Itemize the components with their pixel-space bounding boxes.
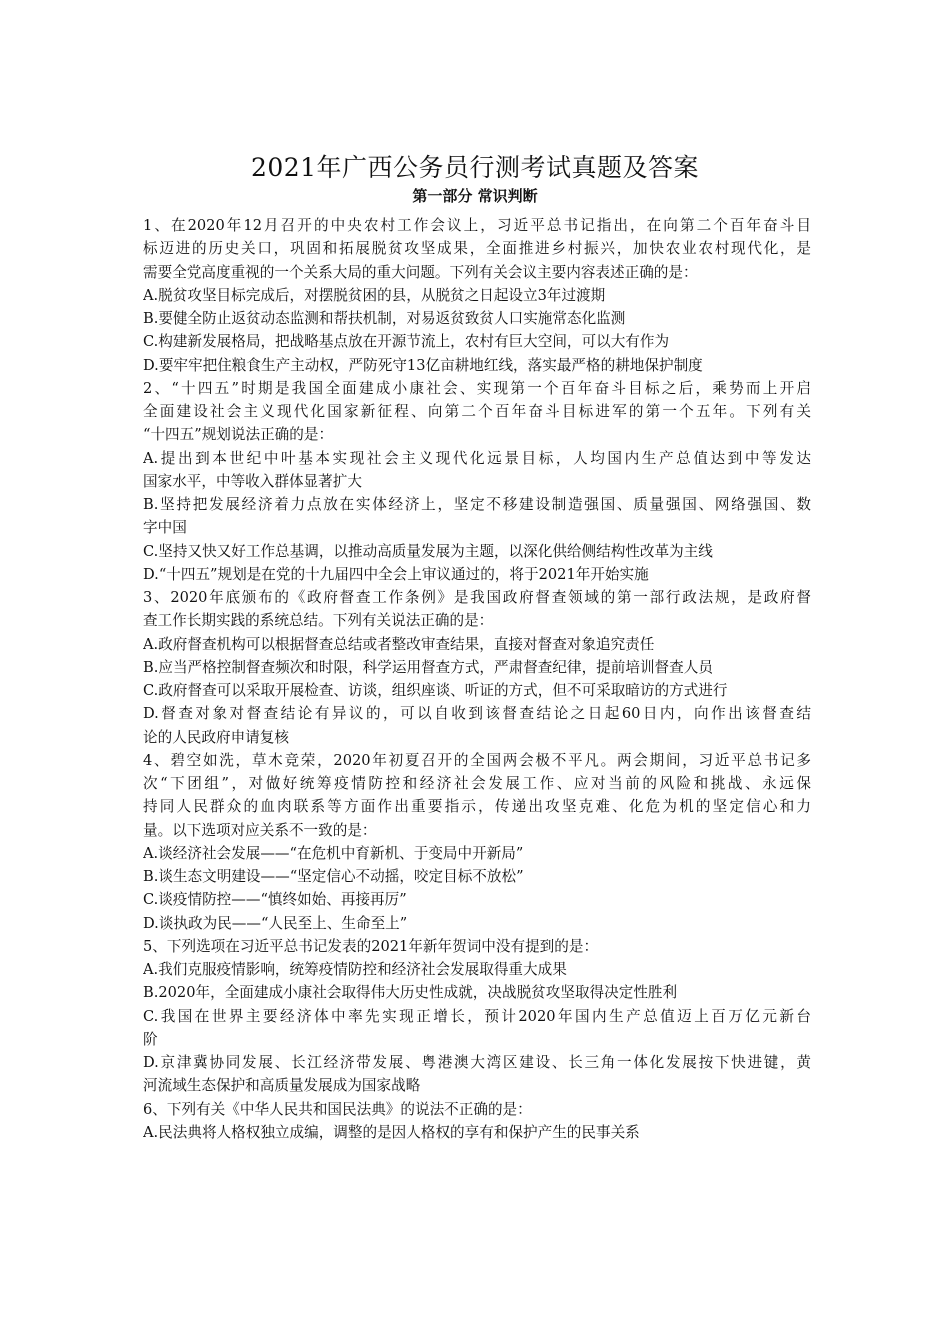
text-line: 河流域生态保护和高质量发展成为国家战略 bbox=[143, 1077, 421, 1095]
text-line: A.谈经济社会发展——“在危机中育新机、于变局中开新局” bbox=[143, 844, 524, 862]
document-body bbox=[143, 214, 811, 1144]
text-line: 论的人民政府申请复核 bbox=[143, 728, 289, 746]
text-line: C.政府督查可以采取开展检查、访谈，组织座谈、听证的方式，但不可采取暗访的方式进行 bbox=[143, 682, 728, 699]
text-line: C.我国在世界主要经济体中率先实现正增长，预计2020年国内生产总值迈上百万亿元新台 bbox=[143, 1007, 811, 1025]
text-line: A.我们克服疫情影响，统筹疫情防控和经济社会发展取得重大成果 bbox=[143, 961, 567, 978]
text-line: C.构建新发展格局，把战略基点放在开源节流上，农村有巨大空间，可以大有作为 bbox=[143, 333, 670, 351]
text-line: D.要牢牢把住粮食生产主动权，严防死守13亿亩耕地红线，落实最严格的耕地保护制度 bbox=[143, 356, 703, 374]
text-line: B.坚持把发展经济着力点放在实体经济上，坚定不移建设制造强国、质量强国、网络强国、数 bbox=[143, 496, 811, 513]
text-line: 需要全党高度重视的一个关系大局的重大问题。下列有关会议主要内容表述正确的是： bbox=[143, 263, 698, 281]
text-line: A.提出到本世纪中叶基本实现社会主义现代化远景目标，人均国内生产总值达到中等发达 bbox=[143, 449, 811, 467]
text-line: 字中国 bbox=[143, 519, 187, 537]
text-line: 查工作长期实践的系统总结。下列有关说法正确的是： bbox=[143, 612, 494, 630]
text-line: 次“下团组”，对做好统筹疫情防控和经济社会发展工作、应对当前的风险和挑战、永远保 bbox=[143, 775, 811, 792]
text-line: 6、下列有关《中华人民共和国民法典》的说法不正确的是： bbox=[143, 1100, 532, 1118]
text-line: A.脱贫攻坚目标完成后，对摆脱贫困的县，从脱贫之日起设立3年过渡期 bbox=[143, 286, 606, 304]
text-line: D.“十四五”规划是在党的十九届四中全会上审议通过的，将于2021年开始实施 bbox=[143, 565, 649, 583]
text-line: B.2020年，全面建成小康社会取得伟大历史性成就，决战脱贫攻坚取得决定性胜利 bbox=[143, 984, 678, 1002]
text-line: 2、“十四五”时期是我国全面建成小康社会、实现第一个百年奋斗目标之后，乘势而上开启 bbox=[143, 379, 811, 397]
text-line: A.政府督查机构可以根据督查总结或者整改审查结果，直接对督查对象追究责任 bbox=[143, 635, 655, 653]
text-line: 5、下列选项在习近平总书记发表的2021年新年贺词中没有提到的是： bbox=[143, 937, 599, 955]
text-line: A.民法典将人格权独立成编，调整的是因人格权的享有和保护产生的民事关系 bbox=[143, 1123, 640, 1141]
text-line: D.督查对象对督查结论有异议的，可以自收到该督查结论之日起60日内，向作出该督查结 bbox=[143, 705, 811, 723]
text-line: “十四五”规划说法正确的是： bbox=[143, 426, 334, 444]
text-line: C.谈疫情防控——“慎终如始、再接再厉” bbox=[143, 891, 407, 909]
text-line: 1、在2020年12月召开的中央农村工作会议上，习近平总书记指出，在向第二个百年奋斗目 bbox=[143, 217, 811, 234]
text-line: D.京津冀协同发展、长江经济带发展、粤港澳大湾区建设、长三角一体化发展按下快进键，黄 bbox=[143, 1054, 811, 1071]
text-line: 全面建设社会主义现代化国家新征程、向第二个百年奋斗目标进军的第一个五年。下列有关 bbox=[143, 403, 811, 420]
text-line: C.坚持又快又好工作总基调，以推动高质量发展为主题，以深化供给侧结构性改革为主线 bbox=[143, 542, 713, 560]
text-line: B.应当严格控制督查频次和时限，科学运用督查方式，严肃督查纪律，提前培训督查人员 bbox=[143, 658, 713, 676]
text-line: D.谈执政为民——“人民至上、生命至上” bbox=[143, 914, 408, 932]
text-line: 量。以下选项对应关系不一致的是： bbox=[143, 821, 377, 839]
text-line: B.谈生态文明建设——“坚定信心不动摇，咬定目标不放松” bbox=[143, 868, 524, 885]
text-line: B.要健全防止返贫动态监测和帮扶机制，对易返贫致贫人口实施常态化监测 bbox=[143, 310, 626, 327]
section-heading: 第一部分 常识判断 bbox=[412, 187, 538, 205]
text-line: 持同人民群众的血肉联系等方面作出重要指示，传递出攻坚克难、化危为机的坚定信心和力 bbox=[143, 798, 811, 816]
text-line: 标迈进的历史关口，巩固和拓展脱贫攻坚成果，全面推进乡村振兴，加快农业农村现代化，是 bbox=[143, 240, 811, 258]
text-line: 4、碧空如洗，草木竞荣，2020年初夏召开的全国两会极不平凡。两会期间，习近平总书记多 bbox=[143, 751, 811, 769]
text-line: 国家水平，中等收入群体显著扩大 bbox=[143, 472, 362, 490]
text-line: 阶 bbox=[143, 1030, 158, 1048]
document-title: 2021年广西公务员行测考试真题及答案 bbox=[250, 152, 700, 182]
text-line: 3、2020年底颁布的《政府督查工作条例》是我国政府督查领域的第一部行政法规，是政府督 bbox=[143, 589, 811, 606]
